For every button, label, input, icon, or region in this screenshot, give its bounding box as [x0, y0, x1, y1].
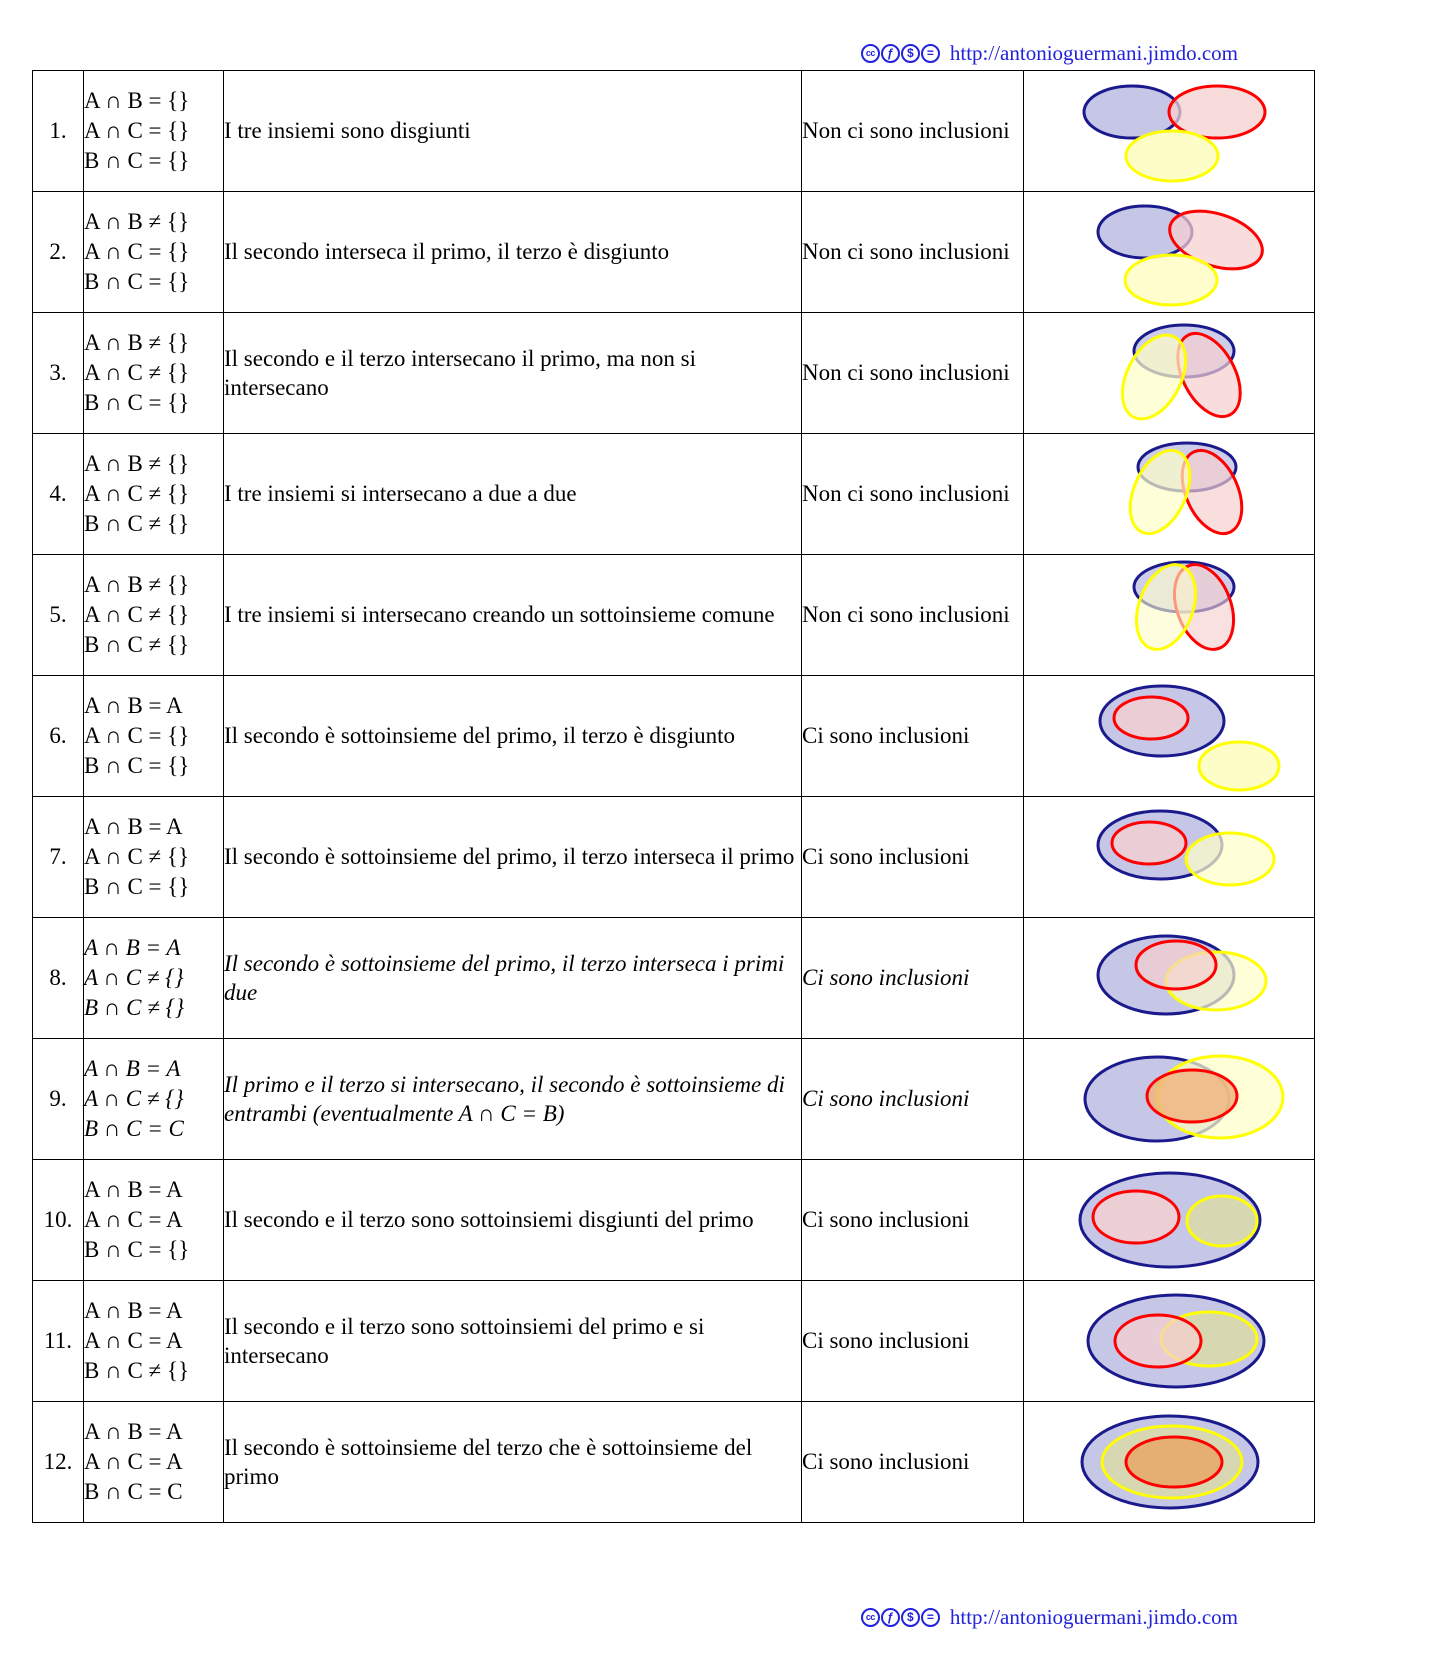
equation-line: A ∩ C = A	[84, 1328, 183, 1354]
row-description: Il secondo e il terzo sono sottoinsiemi disgiunti del primo	[224, 1160, 802, 1281]
equation-line: A ∩ C ≠ {}	[84, 965, 184, 991]
row-description: Il primo e il terzo si intersecano, il secondo è sottoinsieme di entrambi (eventualmente A ∩ C = B)	[224, 1039, 802, 1160]
row-equations	[84, 313, 224, 434]
table-row	[33, 71, 1315, 192]
equation-line: A ∩ C ≠ {}	[84, 1086, 184, 1112]
row-inclusion: Non ci sono inclusioni	[802, 313, 1024, 434]
row-description: I tre insiemi si intersecano creando un sottoinsieme comune	[224, 555, 802, 676]
venn-diagram-red-yellow-overlap-inside-blue	[1024, 1281, 1314, 1401]
row-description: I tre insiemi si intersecano a due a due	[224, 434, 802, 555]
row-inclusion: Ci sono inclusioni	[802, 1281, 1024, 1402]
equation-line: A ∩ B = A	[84, 935, 181, 961]
cc-by-icon: ƒ	[881, 1608, 900, 1627]
table-row	[33, 1039, 1315, 1160]
row-number: 2.	[33, 192, 84, 313]
row-equations	[84, 71, 224, 192]
equation-line: A ∩ C = {}	[84, 239, 190, 265]
row-equations	[84, 676, 224, 797]
venn-diagram-cell	[1024, 797, 1315, 918]
table-row	[33, 434, 1315, 555]
venn-diagram-cell	[1024, 434, 1315, 555]
row-inclusion: Ci sono inclusioni	[802, 1160, 1024, 1281]
row-description: Il secondo interseca il primo, il terzo è disgiunto	[224, 192, 802, 313]
row-equations	[84, 1281, 224, 1402]
venn-diagram-cell	[1024, 192, 1315, 313]
table-row	[33, 313, 1315, 434]
venn-diagram-red-inside-blue-yellow-overlaps-both	[1024, 918, 1314, 1038]
venn-diagram-cell	[1024, 313, 1315, 434]
row-inclusion: Non ci sono inclusioni	[802, 71, 1024, 192]
credit-url-top[interactable]: http://antonioguermani.jimdo.com	[949, 40, 1238, 65]
row-inclusion: Non ci sono inclusioni	[802, 555, 1024, 676]
equation-line: B ∩ C = {}	[84, 389, 190, 415]
table-row	[33, 918, 1315, 1039]
row-equations	[84, 1160, 224, 1281]
table-row	[33, 1402, 1315, 1523]
equation-line: A ∩ C ≠ {}	[84, 481, 189, 507]
row-number: 4.	[33, 434, 84, 555]
row-number: 5.	[33, 555, 84, 676]
row-equations	[84, 434, 224, 555]
venn-diagram-cell	[1024, 1402, 1315, 1523]
row-equations	[84, 797, 224, 918]
venn-diagram-cell	[1024, 1281, 1315, 1402]
table-row	[33, 192, 1315, 313]
equation-line: B ∩ C = C	[84, 1115, 184, 1141]
venn-diagram-cell	[1024, 1160, 1315, 1281]
row-description: Il secondo è sottoinsieme del primo, il terzo interseca i primi due	[224, 918, 802, 1039]
row-number: 11.	[33, 1281, 84, 1402]
row-equations	[84, 1039, 224, 1160]
cc-nc-icon: $	[901, 44, 920, 63]
row-inclusion: Ci sono inclusioni	[802, 1402, 1024, 1523]
venn-diagram-nested-blue-yellow-red	[1024, 1402, 1314, 1522]
equation-line: B ∩ C = {}	[84, 147, 190, 173]
creative-commons-badges	[861, 1608, 940, 1627]
venn-diagram-cell	[1024, 918, 1315, 1039]
credit-url-bottom[interactable]: http://antonioguermani.jimdo.com	[949, 1604, 1238, 1629]
set-relations-table	[32, 70, 1315, 1523]
table-body	[33, 71, 1315, 1523]
equation-line: A ∩ C = {}	[84, 723, 190, 749]
table-row	[33, 1160, 1315, 1281]
row-equations	[84, 1402, 224, 1523]
equation-line: A ∩ B = A	[84, 1177, 183, 1203]
row-equations	[84, 918, 224, 1039]
venn-diagram-red-yellow-disjoint-inside-blue	[1024, 1160, 1314, 1280]
row-inclusion: Non ci sono inclusioni	[802, 434, 1024, 555]
row-description: Il secondo è sottoinsieme del primo, il terzo è disgiunto	[224, 676, 802, 797]
equation-line: A ∩ B = {}	[84, 88, 190, 114]
equation-line: B ∩ C = {}	[84, 752, 190, 778]
table-row	[33, 555, 1315, 676]
venn-diagram-pairwise-intersections	[1024, 434, 1314, 554]
equation-line: B ∩ C ≠ {}	[84, 1357, 189, 1383]
row-description: Il secondo e il terzo intersecano il primo, ma non si intersecano	[224, 313, 802, 434]
venn-diagram-cell	[1024, 676, 1315, 797]
equation-line: A ∩ B = A	[84, 1056, 181, 1082]
equation-line: A ∩ C ≠ {}	[84, 360, 189, 386]
venn-diagram-red-inside-blue-yellow-disjoint	[1024, 676, 1314, 796]
equation-line: B ∩ C ≠ {}	[84, 994, 185, 1020]
venn-diagram-blue-red-overlap-yellow-disjoint	[1024, 192, 1314, 312]
cc-nd-icon: =	[921, 1608, 940, 1627]
venn-diagram-triple-common-intersection	[1024, 555, 1314, 675]
equation-line: A ∩ C = {}	[84, 118, 190, 144]
row-number: 12.	[33, 1402, 84, 1523]
equation-line: B ∩ C ≠ {}	[84, 510, 189, 536]
equation-line: A ∩ C ≠ {}	[84, 844, 189, 870]
equation-line: A ∩ B ≠ {}	[84, 330, 189, 356]
row-description: Il secondo è sottoinsieme del terzo che è sottoinsieme del primo	[224, 1402, 802, 1523]
equation-line: A ∩ C ≠ {}	[84, 602, 189, 628]
cc-by-icon: ƒ	[881, 44, 900, 63]
row-description: I tre insiemi sono disgiunti	[224, 71, 802, 192]
row-number: 1.	[33, 71, 84, 192]
row-number: 6.	[33, 676, 84, 797]
equation-line: A ∩ B = A	[84, 1298, 183, 1324]
creative-commons-badges	[861, 44, 940, 63]
venn-diagram-cell	[1024, 71, 1315, 192]
cc-nc-icon: $	[901, 1608, 920, 1627]
row-number: 9.	[33, 1039, 84, 1160]
row-equations	[84, 192, 224, 313]
equation-line: A ∩ B ≠ {}	[84, 451, 189, 477]
venn-diagram-red-inside-blue-yellow-overlap	[1024, 1039, 1314, 1159]
row-number: 7.	[33, 797, 84, 918]
row-inclusion: Ci sono inclusioni	[802, 1039, 1024, 1160]
row-description: Il secondo e il terzo sono sottoinsiemi del primo e si intersecano	[224, 1281, 802, 1402]
row-number: 10.	[33, 1160, 84, 1281]
equation-line: B ∩ C = {}	[84, 268, 190, 294]
venn-diagram-red-inside-blue-yellow-overlaps-blue	[1024, 797, 1314, 917]
venn-diagram-yellow-red-each-overlap-blue	[1024, 313, 1314, 433]
venn-diagram-three-disjoint-ellipses	[1024, 71, 1314, 191]
row-inclusion: Ci sono inclusioni	[802, 797, 1024, 918]
equation-line: A ∩ B = A	[84, 693, 183, 719]
row-inclusion: Ci sono inclusioni	[802, 918, 1024, 1039]
table-row	[33, 797, 1315, 918]
row-number: 3.	[33, 313, 84, 434]
equation-line: B ∩ C = {}	[84, 1236, 190, 1262]
equation-line: A ∩ C = A	[84, 1449, 183, 1475]
cc-license-icon: cc	[861, 44, 880, 63]
credit-footer	[0, 1600, 1446, 1634]
equation-line: A ∩ B = A	[84, 814, 183, 840]
row-number: 8.	[33, 918, 84, 1039]
cc-nd-icon: =	[921, 44, 940, 63]
venn-diagram-cell	[1024, 555, 1315, 676]
relations-table-wrapper	[32, 70, 1312, 1523]
row-description: Il secondo è sottoinsieme del primo, il terzo interseca il primo	[224, 797, 802, 918]
row-equations	[84, 555, 224, 676]
equation-line: B ∩ C = {}	[84, 873, 190, 899]
equation-line: B ∩ C ≠ {}	[84, 631, 189, 657]
equation-line: A ∩ B ≠ {}	[84, 209, 189, 235]
cc-license-icon: cc	[861, 1608, 880, 1627]
row-inclusion: Ci sono inclusioni	[802, 676, 1024, 797]
equation-line: A ∩ C = A	[84, 1207, 183, 1233]
row-inclusion: Non ci sono inclusioni	[802, 192, 1024, 313]
equation-line: A ∩ B ≠ {}	[84, 572, 189, 598]
equation-line: B ∩ C = C	[84, 1478, 183, 1504]
venn-diagram-cell	[1024, 1039, 1315, 1160]
credit-header	[0, 36, 1446, 70]
table-row	[33, 676, 1315, 797]
table-row	[33, 1281, 1315, 1402]
equation-line: A ∩ B = A	[84, 1419, 183, 1445]
